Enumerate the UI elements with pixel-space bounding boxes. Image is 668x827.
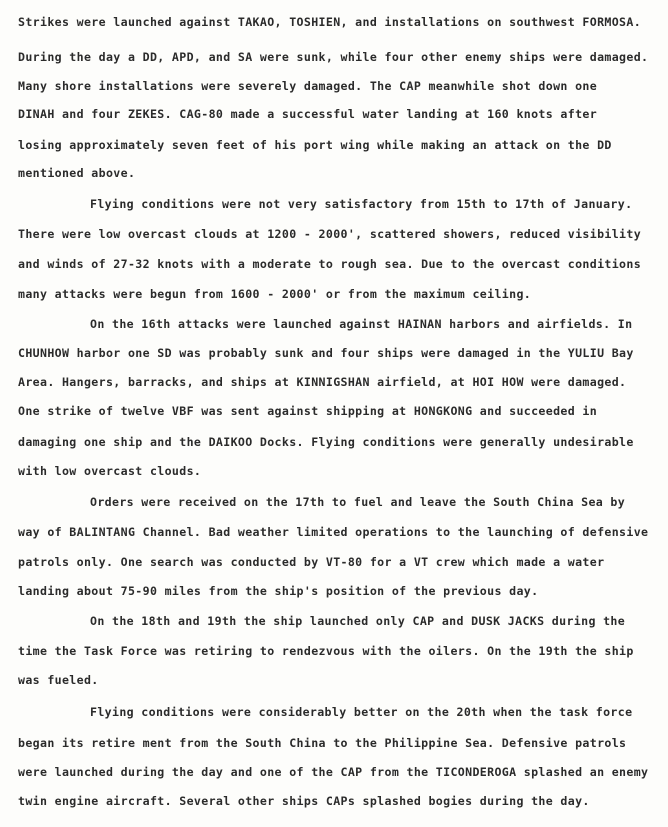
text-line: damaging one ship and the DAIKOO Docks. Flying conditions were generally undesirable xyxy=(18,435,634,449)
text-line: Strikes were launched against TAKAO, TOSHIEN, and installations on southwest FORMOSA. xyxy=(18,15,642,29)
text-line: There were low overcast clouds at 1200 - 2000', scattered showers, reduced visibility xyxy=(18,227,642,241)
text-line: with low overcast clouds. xyxy=(18,464,202,478)
text-line: One strike of twelve VBF was sent against shipping at HONGKONG and succeeded in xyxy=(18,404,598,418)
text-line: was fueled. xyxy=(18,673,99,687)
text-line: were launched during the day and one of the CAP from the TICONDEROGA splashed an enemy xyxy=(18,765,649,779)
text-line: mentioned above. xyxy=(18,166,136,180)
text-line: landing about 75-90 miles from the ship's position of the previous day. xyxy=(18,584,539,598)
text-line: Flying conditions were considerably better on the 20th when the task force xyxy=(90,705,633,719)
text-line: Area. Hangers, barracks, and ships at KINNIGSHAN airfield, at HOI HOW were damaged. xyxy=(18,375,627,389)
text-line: Orders were received on the 17th to fuel and leave the South China Sea by xyxy=(90,495,626,509)
text-line: CHUNHOW harbor one SD was probably sunk and four ships were damaged in the YULIU Bay xyxy=(18,346,634,360)
text-line: way of BALINTANG Channel. Bad weather limited operations to the launching of defensive xyxy=(18,525,649,539)
text-line: many attacks were begun from 1600 - 2000' or from the maximum ceiling. xyxy=(18,287,532,301)
text-line: twin engine aircraft. Several other ships CAPs splashed bogies during the day. xyxy=(18,794,590,808)
text-line: time the Task Force was retiring to rendezvous with the oilers. On the 19th the ship xyxy=(18,644,634,658)
text-line: began its retire ment from the South China to the Philippine Sea. Defensive patrols xyxy=(18,736,627,750)
text-line: and winds of 27-32 knots with a moderate to rough sea. Due to the overcast conditions xyxy=(18,257,642,271)
text-line: During the day a DD, APD, and SA were sunk, while four other enemy ships were damaged. xyxy=(18,50,649,64)
text-line: patrols only. One search was conducted by VT-80 for a VT crew which made a water xyxy=(18,555,605,569)
text-line: DINAH and four ZEKES. CAG-80 made a successful water landing at 160 knots after xyxy=(18,107,598,121)
text-line: Many shore installations were severely damaged. The CAP meanwhile shot down one xyxy=(18,79,598,93)
text-line: On the 18th and 19th the ship launched only CAP and DUSK JACKS during the xyxy=(90,614,626,628)
text-line: losing approximately seven feet of his port wing while making an attack on the DD xyxy=(18,138,612,152)
text-line: Flying conditions were not very satisfactory from 15th to 17th of January. xyxy=(90,197,633,211)
text-line: On the 16th attacks were launched against HAINAN harbors and airfields. In xyxy=(90,317,633,331)
